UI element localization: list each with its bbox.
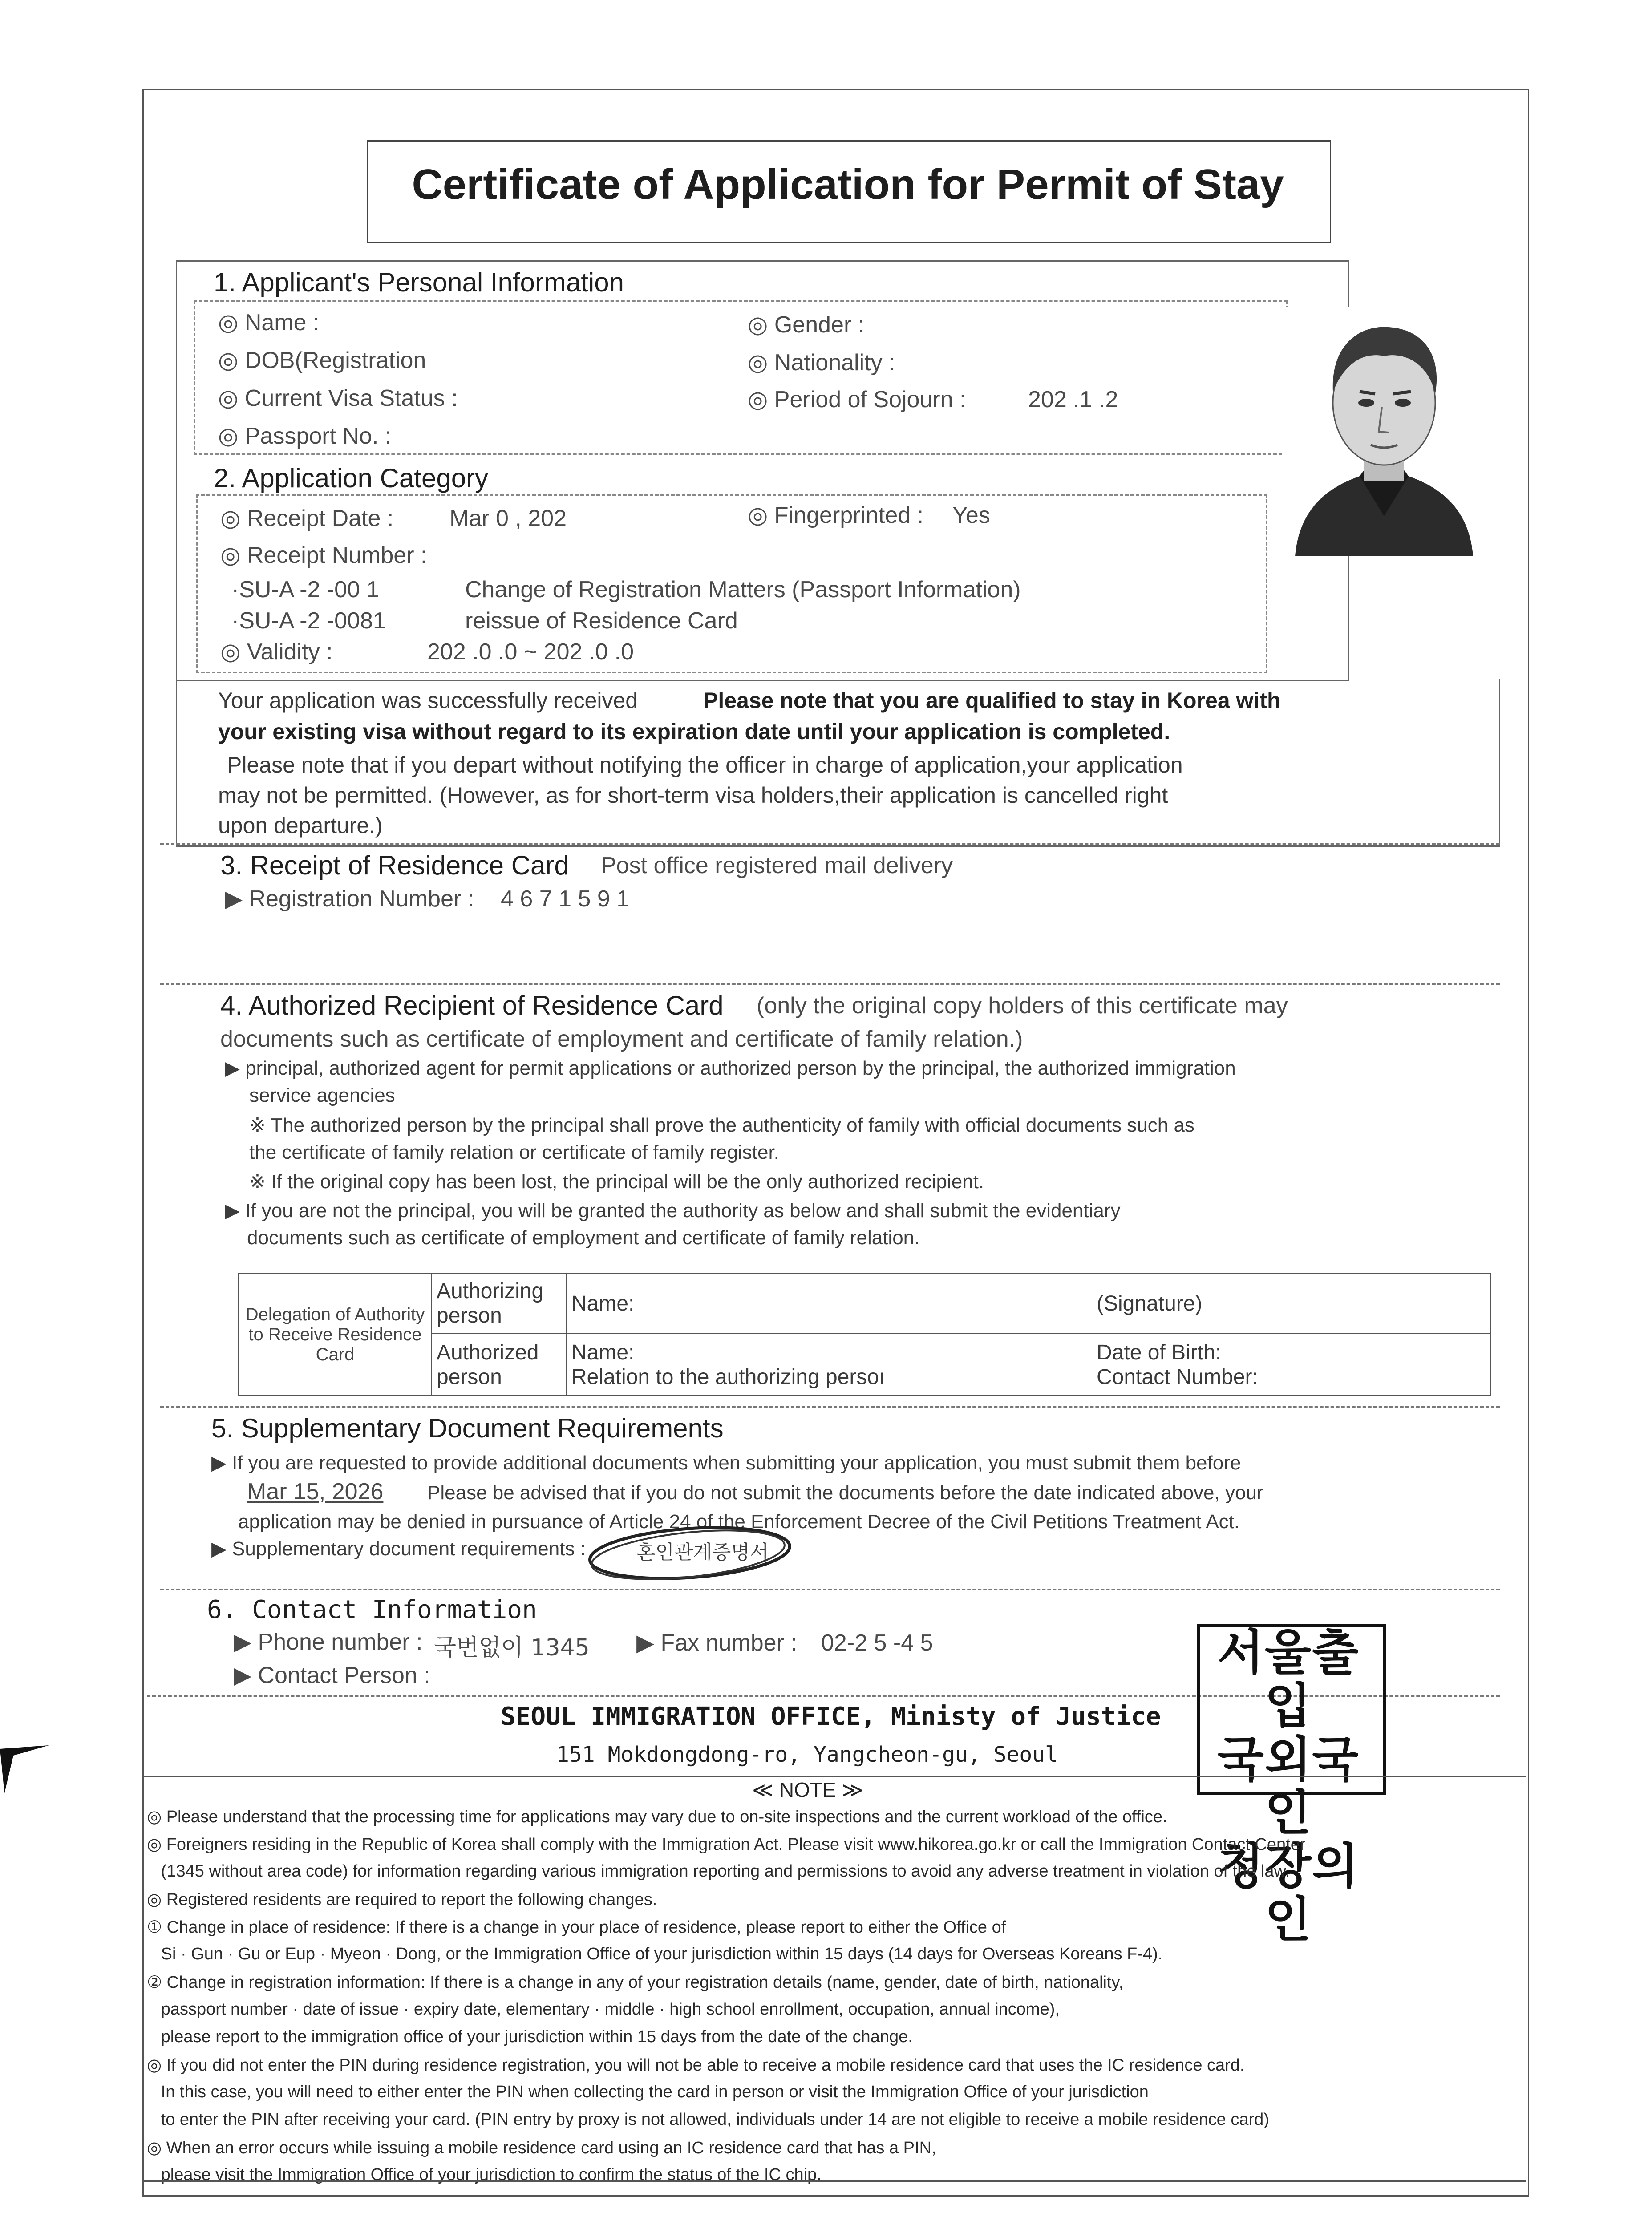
authorized-name-relation <box>567 1334 1093 1396</box>
section5-heading: 5. Supplementary Document Requirements <box>211 1413 724 1443</box>
receipt-date-value: Mar 0 , 202 <box>449 506 567 531</box>
receipt-item-2-desc: reissue of Residence Card <box>465 608 738 634</box>
section4-note-lost: ※ If the original copy has been lost, the principal will be the only authorized recipient. <box>249 1171 984 1193</box>
note-line-13: ◎ When an error occurs while issuing a mobile residence card using an IC residence card that has a PIN, <box>147 2139 936 2157</box>
seal-line-1: 서울출입 <box>1217 1625 1360 1734</box>
notes-list <box>147 1807 1518 2193</box>
note-line-3: (1345 without area code) for information regarding various immigration reporting and permissions to avoid any adverse treatment in violation of the law. <box>147 1862 1290 1881</box>
note-line-7: ② Change in registration information: If there is a change in any of your registration details (name, gender, date of birth, nationality, <box>147 1973 1124 1992</box>
name-label: ◎ Name : <box>218 310 320 336</box>
phone-value: 국번없이 1345 <box>434 1634 590 1661</box>
section4-bullet-2b: documents such as certificate of employment and certificate of family relation. <box>247 1227 920 1249</box>
message-line-1b: Please note that you are qualified to stay in Korea with <box>703 688 1281 713</box>
delivery-method: Post office registered mail delivery <box>601 853 953 878</box>
message-line-3: Please note that if you depart without notifying the officer in charge of application,your application <box>227 752 1183 777</box>
dob-field: Date of Birth: <box>1097 1340 1222 1364</box>
divider-6 <box>160 1589 1500 1590</box>
message-line-1a: Your application was successfully received <box>218 688 638 713</box>
delegation-table <box>238 1273 1491 1396</box>
note-line-9: please report to the immigration office of your jurisdiction within 15 days from the date of the change. <box>147 2027 913 2046</box>
handwritten-circle-mark <box>583 1522 797 1584</box>
seal-line-3: 청장의인 <box>1217 1839 1360 1948</box>
registration-number-label: ▶ Registration Number : <box>225 886 474 912</box>
deadline-date: Mar 15, 2026 <box>247 1479 384 1505</box>
note-line-4: ◎ Registered residents are required to report the following changes. <box>147 1890 657 1909</box>
receipt-item-1-desc: Change of Registration Matters (Passport Information) <box>465 577 1021 603</box>
gender-label: ◎ Gender : <box>748 312 865 338</box>
authorizing-name-field: Name: <box>567 1274 1093 1334</box>
registration-number-value: 4 6 7 1 5 9 1 <box>501 886 630 912</box>
receipt-date-label: ◎ Receipt Date : <box>220 506 394 531</box>
relation-field: Relation to the authorizing persoı <box>571 1365 885 1389</box>
office-name: SEOUL IMMIGRATION OFFICE, Ministy of Justice <box>501 1702 1161 1731</box>
note-line-1: ◎ Please understand that the processing time for applications may vary due to on-site inspections and the current workload of the office. <box>147 1808 1167 1826</box>
receipt-item-2-code: ·SU-A -2 -0081 <box>231 608 386 634</box>
passport-label: ◎ Passport No. : <box>218 423 392 449</box>
section4-note-2: documents such as certificate of employment and certificate of family relation.) <box>220 1026 1023 1052</box>
message-line-5: upon departure.) <box>218 813 383 838</box>
section4-bullet-2a: ▶ If you are not the principal, you will be granted the authority as below and shall submit the evidentiary <box>225 1200 1121 1222</box>
authorized-name-field: Name: <box>571 1340 635 1364</box>
authorizing-person-label: Authorizing person <box>432 1274 567 1334</box>
fax-label: ▶ Fax number : <box>636 1630 797 1656</box>
visa-status-label: ◎ Current Visa Status : <box>218 385 458 411</box>
fingerprint-label: ◎ Fingerprinted : <box>748 502 924 528</box>
seal-line-2: 국외국인 <box>1217 1732 1360 1841</box>
supplementary-value: 혼인관계증명서 <box>636 1541 769 1564</box>
message-line-2: your existing visa without regard to its expiration date until your application is completed. <box>218 719 1170 744</box>
section4-heading: 4. Authorized Recipient of Residence Card <box>220 991 724 1020</box>
note-line-14: please visit the Immigration Office of your jurisdiction to confirm the status of the IC chip. <box>147 2165 822 2184</box>
section5-line-2: Please be advised that if you do not submit the documents before the date indicated above, your <box>427 1482 1263 1504</box>
notes-heading: ≪ NOTE ≫ <box>752 1778 863 1801</box>
section5-line-3: application may be denied in pursuance of Article 24 of the Enforcement Decree of the Civil Petitions Treatment Act. <box>238 1511 1240 1533</box>
note-line-6: Si · Gun · Gu or Eup · Myeon · Dong, or the Immigration Office of your jurisdiction within 15 days (14 days for Overseas Koreans F-4). <box>147 1945 1163 1963</box>
receipt-number-label: ◎ Receipt Number : <box>220 542 427 568</box>
section2-heading: 2. Application Category <box>214 463 489 493</box>
dob-label: ◎ DOB(Registration <box>218 348 426 373</box>
nationality-label: ◎ Nationality : <box>748 350 895 376</box>
note-line-11: In this case, you will need to either enter the PIN when collecting the card in person or visit the Immigration Office of your jurisdiction <box>147 2083 1149 2101</box>
validity-label: ◎ Validity : <box>220 639 333 665</box>
note-line-5: ① Change in place of residence: If there is a change in your place of residence, please report to either the Office of <box>147 1918 1006 1937</box>
delegation-table-head: Delegation of Authority to Receive Residence Card <box>239 1274 432 1396</box>
notes-divider <box>142 1776 1526 1777</box>
sojourn-value: 202 .1 .2 <box>1028 387 1118 413</box>
office-address: 151 Mokdongdong-ro, Yangcheon-gu, Seoul <box>556 1742 1058 1767</box>
contact-number-field: Contact Number: <box>1097 1365 1258 1389</box>
scan-mark <box>0 1736 53 1798</box>
document-title: Certificate of Application for Permit of Stay <box>412 161 1284 208</box>
supplementary-label: ▶ Supplementary document requirements : <box>211 1538 586 1560</box>
section1-heading: 1. Applicant's Personal Information <box>214 267 624 297</box>
bottom-rule <box>142 2180 1526 2182</box>
section4-bullet-1a: ▶ principal, authorized agent for permit applications or authorized person by the principal, the authorized immigration <box>225 1057 1236 1079</box>
section4-note-authenticity-a: ※ The authorized person by the principal shall prove the authenticity of family with official documents such as <box>249 1114 1194 1136</box>
validity-value: 202 .0 .0 ~ 202 .0 .0 <box>427 639 634 665</box>
note-line-8: passport number · date of issue · expiry date, elementary · middle · high school enrollment, occupation, annual income), <box>147 2000 1060 2019</box>
authorized-dob-contact <box>1092 1334 1490 1396</box>
note-line-12: to enter the PIN after receiving your card. (PIN entry by proxy is not allowed, individuals under 14 are not eligible to receive a mobile residence card) <box>147 2110 1269 2129</box>
section3-heading: 3. Receipt of Residence Card <box>220 850 569 880</box>
section4-bullet-1b: service agencies <box>249 1084 395 1106</box>
phone-label: ▶ Phone number : <box>234 1629 423 1655</box>
note-line-10: ◎ If you did not enter the PIN during residence registration, you will not be able to receive a mobile residence card that uses the IC residence card. <box>147 2056 1245 2075</box>
authorized-person-label: Authorized person <box>432 1334 567 1396</box>
sojourn-label: ◎ Period of Sojourn : <box>748 387 966 413</box>
section6-heading: 6. Contact Information <box>207 1595 537 1624</box>
fingerprint-value: Yes <box>952 502 990 528</box>
note-line-2: ◎ Foreigners residing in the Republic of Korea shall comply with the Immigration Act. Please visit www.hikorea.go.kr or call the Immigration Contact Center <box>147 1835 1306 1854</box>
signature-field: (Signature) <box>1092 1274 1490 1334</box>
section4-note-authenticity-b: the certificate of family relation or certificate of family register. <box>249 1141 779 1163</box>
section5-line-1: ▶ If you are requested to provide additional documents when submitting your application, you must submit them before <box>211 1452 1241 1474</box>
section4-note-1: (only the original copy holders of this certificate may <box>757 993 1288 1019</box>
applicant-photo <box>1282 307 1486 556</box>
contact-person-label: ▶ Contact Person : <box>234 1663 430 1688</box>
receipt-item-1-code: ·SU-A -2 -00 1 <box>231 577 380 603</box>
divider-4 <box>160 983 1500 985</box>
fax-value: 02-2 5 -4 5 <box>821 1630 933 1656</box>
divider-5 <box>160 1406 1500 1408</box>
message-line-4: may not be permitted. (However, as for short-term visa holders,their application is cancelled right <box>218 783 1168 808</box>
divider-3 <box>160 843 1500 845</box>
